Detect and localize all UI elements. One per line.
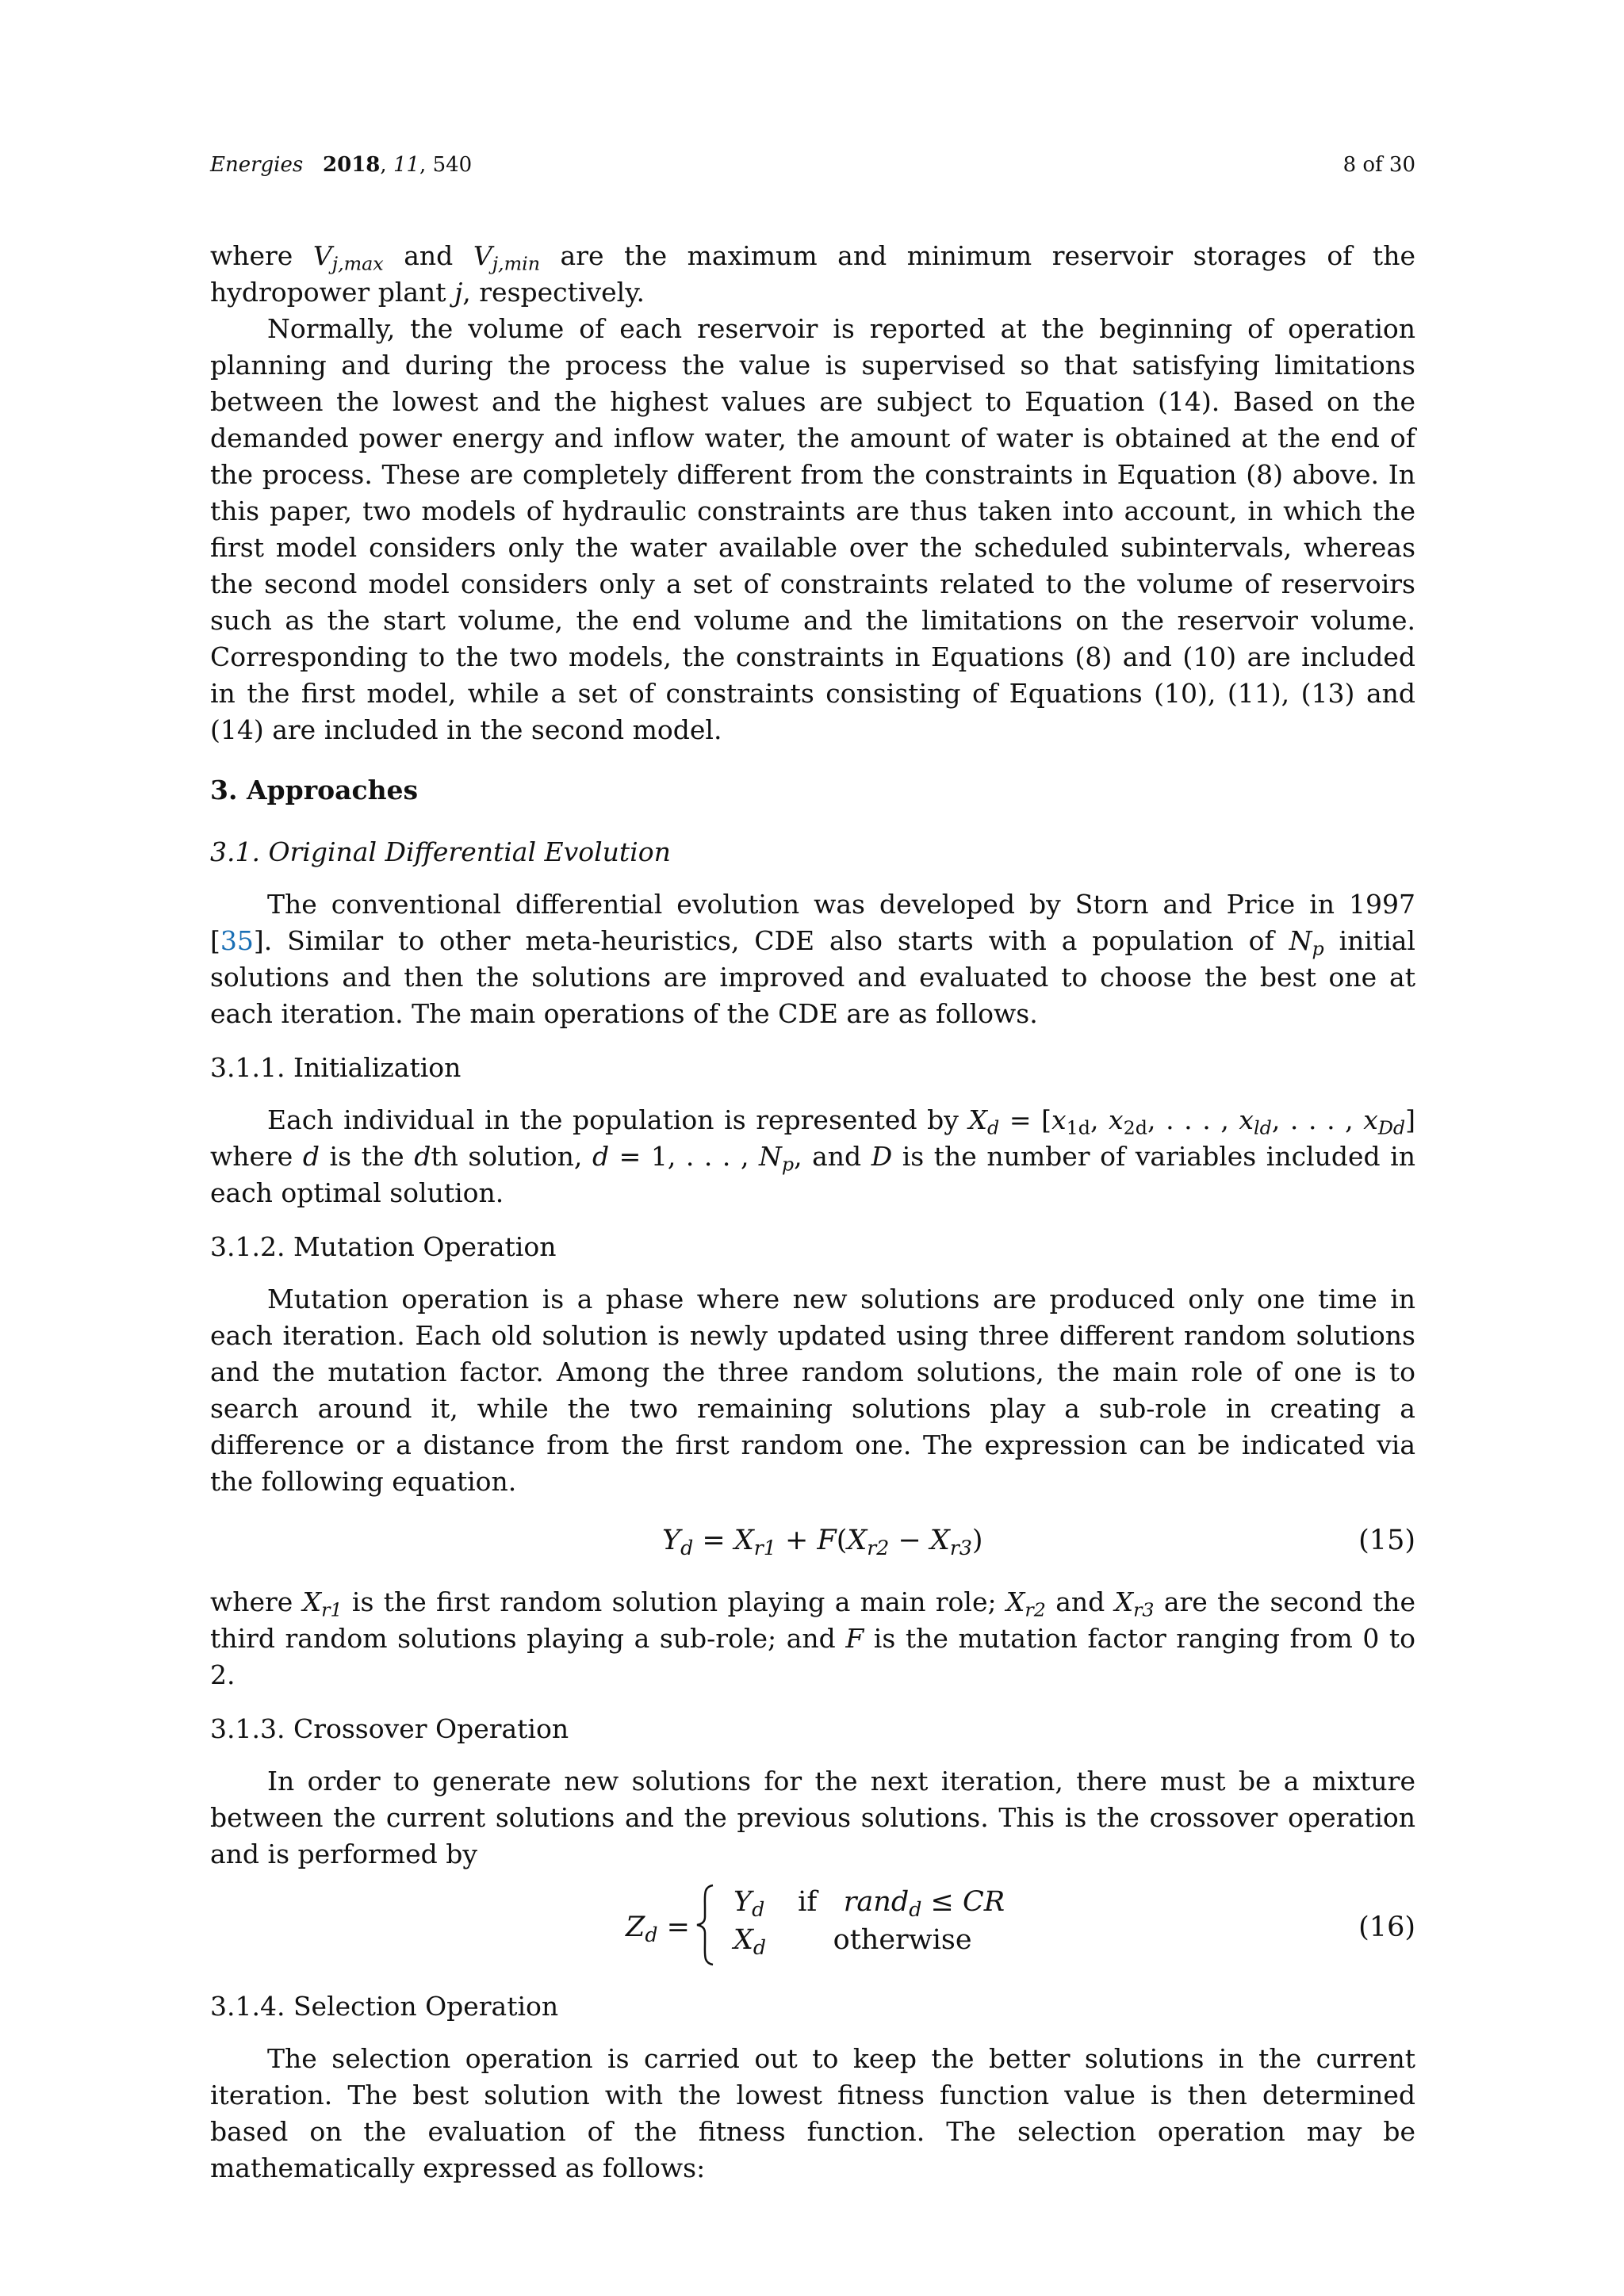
- curly-brace-icon: [694, 1884, 716, 1966]
- paragraph-mutation: Mutation operation is a phase where new solutions are produced only one time in each iteration. Each old solution is newly updated using three different random solutions and the mutation factor. Among the three random solutions, the main role of one is to search around it, while the two remaining solutions play a sub-role in creating a difference or a distance from the first random one. The expression can be indicated via the following equation.: [210, 1284, 1415, 1497]
- equation-16-lhs: $Z_d$ =: [626, 1911, 690, 1947]
- citation-link[interactable]: 35: [220, 925, 254, 956]
- journal-year: 2018: [323, 153, 381, 177]
- journal-volume: 11: [393, 153, 420, 177]
- paragraph-reservoir-volume: Normally, the volume of each reservoir is reported at the beginning of operation planning and during the process the value is supervised so that satisfying limitations between the lowest and the highest values are subject to Equation (14). Based on the demanded power energy and inflow water, the amount of water is obtained at the end of the process. These are completely different from the constraints in Equation (8) above. In this paper, two models of hydraulic constraints are thus taken into account, in which the first model considers only the water available over the scheduled subintervals, whereas the second model considers only a set of constraints related to the volume of reservoirs such as the start volume, the end volume and the limitations on the reservoir volume. Corresponding to the two models, the constraints in Equations (8) and (10) are included in the first model, while a set of constraints consisting of Equations (10), (11), (13) and (14) are included in the second model.: [210, 313, 1415, 745]
- equation-15: [210, 1514, 1415, 1570]
- paragraph-crossover: In order to generate new solutions for the next iteration, there must be a mixture between the current solutions and the previous solutions. This is the crossover operation and is performed by: [210, 1766, 1415, 1869]
- body-text: [210, 238, 1415, 2187]
- paragraph-cde-intro: The conventional differential evolution was developed by Storn and Price in 1997 [35]. Similar to other meta-heuristics, CDE also starts with a population of $N_p$ initial solutions and then the solutions are improved and evaluated to choose the best one at each iteration. The main operations of the CDE are as follows.: [210, 889, 1415, 1029]
- subsubsection-heading-initialization: 3.1.1. Initialization: [210, 1052, 462, 1083]
- article-number: 540: [432, 153, 473, 177]
- paragraph-mutation-vars: where $X_{r1}$ is the first random solution playing a main role; $X_{r2}$ and $X_{r3}$ are the second the third random solutions playing a sub-role; and F is the mutation factor ranging from 0 to 2.: [210, 1586, 1416, 1690]
- subsection-heading-cde: 3.1. Original Differential Evolution: [210, 836, 671, 867]
- subsubsection-heading-crossover: 3.1.3. Crossover Operation: [210, 1713, 569, 1744]
- equation-16: [210, 1884, 1415, 1971]
- equation-16-number: (16): [1358, 1911, 1415, 1943]
- equation-16-case-1: $Y_d$ if rand$_d$ ≤ CR: [733, 1886, 1005, 1922]
- equation-16-case-2: $X_d$ otherwise: [733, 1924, 972, 1960]
- equation-15-body: $Y_d = X_{r1} + F(X_{r2} - X_{r3})$: [662, 1525, 983, 1560]
- subsubsection-heading-selection: 3.1.4. Selection Operation: [210, 1991, 559, 2022]
- subsubsection-heading-mutation: 3.1.2. Mutation Operation: [210, 1231, 557, 1262]
- paragraph-storage-limits: where $V_{j,max}$ and $V_{j,min}$ are the maximum and minimum reservoir storages of the hydropower plant j, respectively.: [210, 240, 1415, 308]
- paragraph-initialization: Each individual in the population is represented by $X_d = [x_{1d}$, $x_{2d}$, . . . , $x_{ld}$, . . . , $x_{Dd}$] where d is the dth solution, d = 1, . . . , $N_p$, and D is the number of variables included in each optimal solution.: [210, 1104, 1416, 1208]
- equation-15-number: (15): [1358, 1525, 1415, 1556]
- section-heading-approaches: 3. Approaches: [210, 775, 419, 806]
- running-header: Energies 2018, 11, 540 8 of 30: [210, 149, 1415, 181]
- page-number: 8 of 30: [1342, 153, 1415, 177]
- paragraph-selection: The selection operation is carried out to keep the better solutions in the current iteration. The best solution with the lowest fitness function value is then determined based on the evaluation of the fitness function. The selection operation may be mathematically expressed as follows:: [210, 2043, 1415, 2183]
- journal-name: Energies: [210, 153, 304, 177]
